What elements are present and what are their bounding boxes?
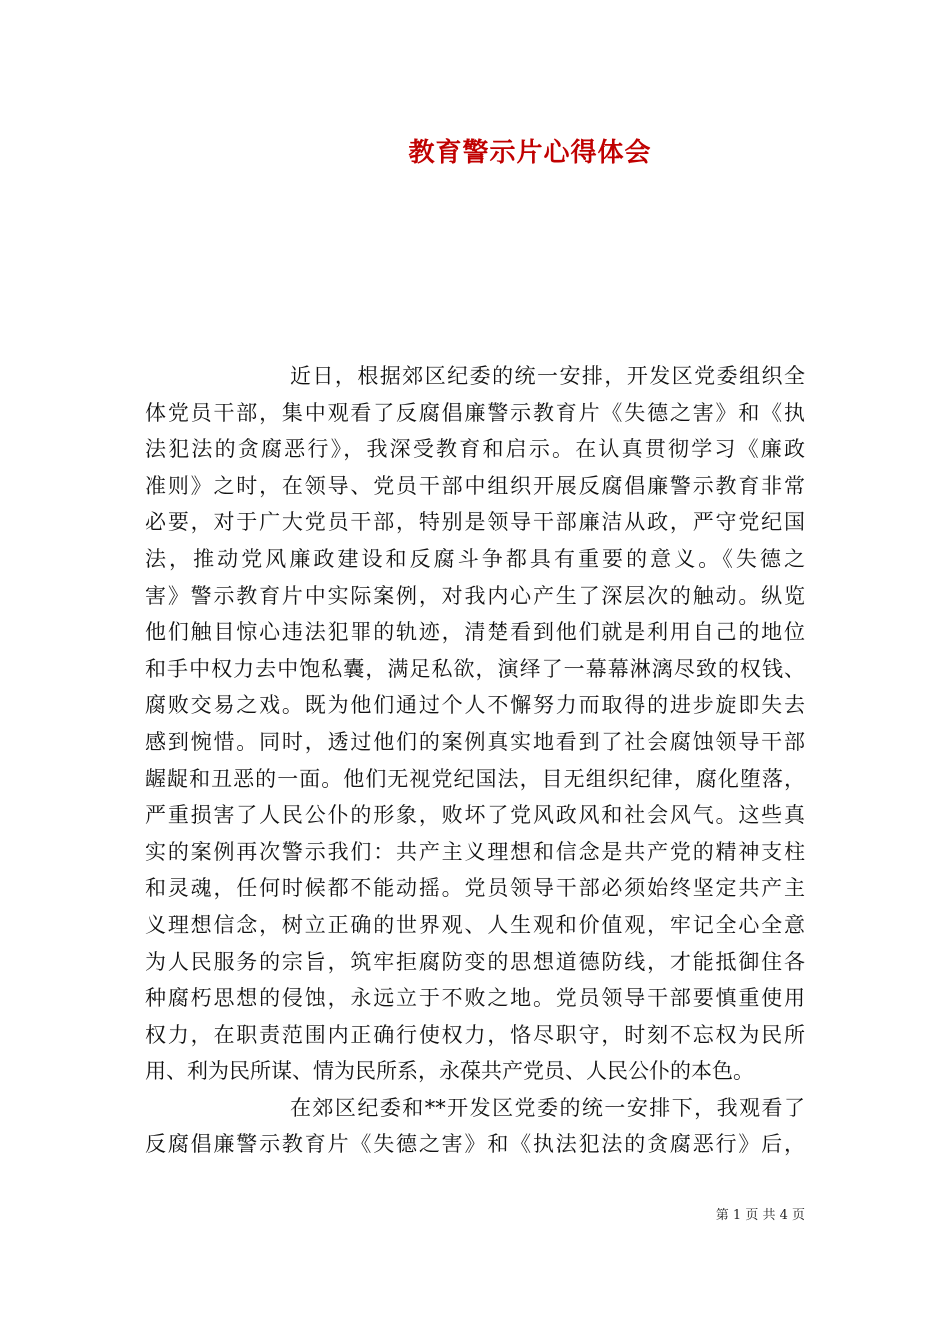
body-line: 用、利为民所谋、情为民所系，永葆共产党员、人民公仆的本色。 bbox=[145, 1059, 754, 1084]
body-line: 近日，根据郊区纪委的统一安排，开发区党委组织全 bbox=[290, 364, 805, 388]
body-line: 害》警示教育片中实际案例，对我内心产生了深层次的触动。纵览 bbox=[145, 583, 805, 608]
body-line: 准则》之时，在领导、党员干部中组织开展反腐倡廉警示教育非常 bbox=[145, 473, 805, 498]
body-line: 权力，在职责范围内正确行使权力，恪尽职守，时刻不忘权为民所 bbox=[145, 1022, 805, 1047]
body-line: 反腐倡廉警示教育片《失德之害》和《执法犯法的贪腐恶行》后， bbox=[145, 1132, 805, 1157]
document-body bbox=[145, 358, 805, 1163]
body-line: 他们触目惊心违法犯罪的轨迹，清楚看到他们就是利用自己的地位 bbox=[145, 620, 805, 645]
body-line: 为人民服务的宗旨，筑牢拒腐防变的思想道德防线，才能抵御住各 bbox=[145, 949, 805, 974]
body-line: 实的案例再次警示我们：共产主义理想和信念是共产党的精神支柱 bbox=[145, 839, 805, 864]
body-line: 和手中权力去中饱私囊，满足私欲，演绎了一幕幕淋漓尽致的权钱、 bbox=[145, 656, 805, 681]
body-line: 法犯法的贪腐恶行》，我深受教育和启示。在认真贯彻学习《廉政 bbox=[145, 437, 805, 462]
body-line: 在郊区纪委和**开发区党委的统一安排下，我观看了 bbox=[290, 1095, 805, 1120]
body-line: 严重损害了人民公仆的形象，败坏了党风政风和社会风气。这些真 bbox=[145, 803, 805, 828]
body-line: 腐败交易之戏。既为他们通过个人不懈努力而取得的进步旋即失去 bbox=[145, 693, 805, 718]
body-line: 义理想信念，树立正确的世界观、人生观和价值观，牢记全心全意 bbox=[145, 912, 805, 937]
page-footer: 第 1 页 共 4 页 bbox=[715, 1208, 805, 1223]
body-line: 法，推动党风廉政建设和反腐斗争都具有重要的意义。《失德之 bbox=[145, 546, 805, 571]
body-line: 和灵魂，任何时候都不能动摇。党员领导干部必须始终坚定共产主 bbox=[145, 876, 805, 901]
document-title: 教育警示片心得体会 bbox=[408, 138, 652, 168]
body-line: 必要，对于广大党员干部，特别是领导干部廉洁从政，严守党纪国 bbox=[145, 510, 805, 535]
body-line: 体党员干部，集中观看了反腐倡廉警示教育片《失德之害》和《执 bbox=[145, 400, 805, 425]
body-line: 感到惋惜。同时，透过他们的案例真实地看到了社会腐蚀领导干部 bbox=[145, 729, 805, 754]
body-line: 龌龊和丑恶的一面。他们无视党纪国法，目无组织纪律，腐化堕落， bbox=[145, 766, 805, 791]
body-line: 种腐朽思想的侵蚀，永远立于不败之地。党员领导干部要慎重使用 bbox=[145, 986, 805, 1011]
